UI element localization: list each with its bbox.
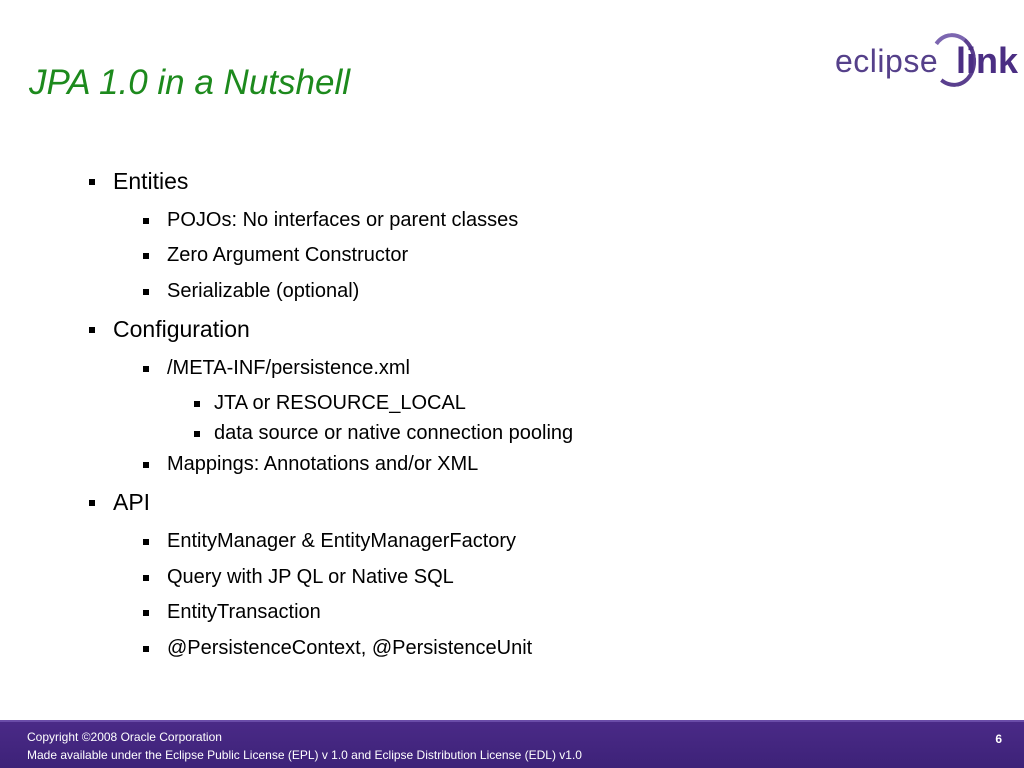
bullet-marker bbox=[194, 431, 200, 437]
footer-license: Made available under the Eclipse Public License (EPL) v 1.0 and Eclipse Distribution License (EDL) v1.0 bbox=[27, 748, 582, 762]
bullet-pojos bbox=[167, 209, 518, 232]
bullet-text: Mappings: Annotations and/or XML bbox=[167, 453, 479, 475]
footer-bar bbox=[0, 720, 1024, 768]
logo-link-word: link bbox=[956, 40, 1019, 81]
bullet-text: data source or native connection pooling bbox=[214, 422, 574, 444]
bullet-marker bbox=[143, 646, 149, 652]
bullet-marker bbox=[143, 366, 149, 372]
bullet-api bbox=[113, 489, 150, 516]
bullet-text: API bbox=[113, 489, 151, 515]
bullet-text: Serializable (optional) bbox=[167, 280, 360, 302]
bullet-persistence-xml bbox=[167, 357, 410, 380]
bullet-configuration bbox=[113, 316, 250, 343]
bullet-marker bbox=[143, 218, 149, 224]
bullet-text: Entities bbox=[113, 168, 189, 194]
bullet-marker bbox=[143, 539, 149, 545]
bullet-entities bbox=[113, 168, 188, 195]
bullet-marker bbox=[89, 500, 95, 506]
bullet-text: @PersistenceContext, @PersistenceUnit bbox=[167, 637, 533, 659]
bullet-text: EntityManager & EntityManagerFactory bbox=[167, 530, 517, 552]
bullet-marker bbox=[143, 289, 149, 295]
slide-title: JPA 1.0 in a Nutshell bbox=[29, 63, 350, 102]
bullet-text: Query with JP QL or Native SQL bbox=[167, 566, 454, 588]
bullet-text: JTA or RESOURCE_LOCAL bbox=[214, 392, 466, 414]
bullet-marker bbox=[89, 327, 95, 333]
page-number: 6 bbox=[995, 732, 1002, 746]
bullet-text: Zero Argument Constructor bbox=[167, 244, 409, 266]
bullet-marker bbox=[143, 462, 149, 468]
bullet-persistence-context bbox=[167, 637, 532, 660]
bullet-jta bbox=[214, 392, 466, 415]
bullet-marker bbox=[89, 179, 95, 185]
logo-eclipse-word: eclipse bbox=[835, 43, 939, 79]
bullet-datasource bbox=[214, 422, 573, 445]
bullet-text: EntityTransaction bbox=[167, 601, 321, 623]
bullet-marker bbox=[143, 575, 149, 581]
bullet-text: Configuration bbox=[113, 316, 250, 342]
bullet-serializable bbox=[167, 280, 359, 303]
bullet-mappings bbox=[167, 453, 478, 476]
bullet-zero-arg bbox=[167, 244, 408, 267]
bullet-text: /META-INF/persistence.xml bbox=[167, 357, 410, 379]
bullet-query bbox=[167, 566, 454, 589]
bullet-text: POJOs: No interfaces or parent classes bbox=[167, 209, 519, 231]
bullet-marker bbox=[143, 610, 149, 616]
bullet-marker bbox=[194, 401, 200, 407]
bullet-transaction bbox=[167, 601, 321, 624]
bullet-marker bbox=[143, 253, 149, 259]
bullet-entity-manager bbox=[167, 530, 516, 553]
footer-copyright: Copyright ©2008 Oracle Corporation bbox=[27, 730, 222, 744]
